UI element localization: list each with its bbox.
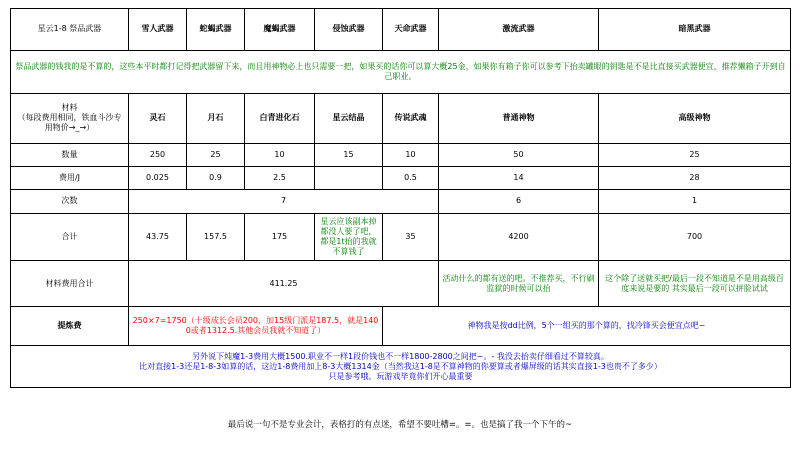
quantity-cell: 10 — [383, 143, 439, 166]
cost-sum-label: 材料费用合计 — [11, 261, 129, 307]
quantity-cell: 10 — [245, 143, 315, 166]
total-row — [11, 213, 791, 261]
quantity-cell: 50 — [439, 143, 599, 166]
weapon-header: 天命武器 — [383, 9, 439, 51]
material-name: 白青进化石 — [245, 94, 315, 144]
footnote-line: 只是参考哦。玩游戏毕竟你们开心最重要 — [328, 371, 473, 381]
materials-row — [11, 94, 791, 144]
quantity-cell: 15 — [315, 143, 383, 166]
weapon-header: 侵蚀武器 — [315, 9, 383, 51]
weapon-header: 雪人武器 — [129, 9, 187, 51]
material-name: 月石 — [187, 94, 245, 144]
material-name: 高级神物 — [599, 94, 791, 144]
total-advanced-cell: 700 — [599, 213, 791, 261]
total-cell: 157.5 — [187, 213, 245, 261]
quantity-label: 数量 — [11, 143, 129, 166]
header-row — [11, 9, 791, 51]
unit-cost-cell: 2.5 — [245, 167, 315, 190]
material-name: 普通神物 — [439, 94, 599, 144]
advanced-artifact-note: 这个除了送就买把/最后一段不知道是不是用高级百度来说是要的 其实最后一段可以拼脸试试 — [599, 261, 791, 307]
unit-cost-cell: 0.5 — [383, 167, 439, 190]
material-name: 传说武魂 — [383, 94, 439, 144]
footnote-line: 另外说下炖魔1-3费用大概1500.职业不一样1段价钱也不一样1800-2800之间把~。- 我没去抬卖仔细看过不算较真。 — [192, 351, 609, 361]
quantity-cell: 250 — [129, 143, 187, 166]
weapon-header: 暗黑武器 — [599, 9, 791, 51]
refine-row — [11, 306, 791, 346]
total-cell: 175 — [245, 213, 315, 261]
times-merged-cell: 7 — [129, 190, 439, 213]
material-name: 星云结晶 — [315, 94, 383, 144]
unit-cost-cell: 14 — [439, 167, 599, 190]
total-cell: 35 — [383, 213, 439, 261]
refine-label: 提炼费 — [11, 306, 129, 346]
table-title: 星云1-8 祭品武器 — [11, 9, 129, 51]
times-row — [11, 190, 791, 213]
footnote-row — [11, 346, 791, 388]
note-row — [11, 50, 791, 94]
cost-sum-value: 411.25 — [129, 261, 439, 307]
total-cell: 43.75 — [129, 213, 187, 261]
total-normal-cell: 4200 — [439, 213, 599, 261]
weapon-header: 魔蝎武器 — [245, 9, 315, 51]
quantity-cell: 25 — [187, 143, 245, 166]
total-label: 合计 — [11, 213, 129, 261]
unit-cost-cell: 0.025 — [129, 167, 187, 190]
main-table — [10, 8, 791, 388]
cost-sum-row — [11, 261, 791, 307]
quantity-row — [11, 143, 791, 166]
unit-cost-cell — [315, 167, 383, 190]
normal-artifact-note: 活动什么的都有送的吧。不推荐买，不行刷监狱的时候可以抬 — [439, 261, 599, 307]
materials-label: 材料 （每段费用相同，铁血斗沙专用物价→_→） — [11, 94, 129, 144]
nebula-note: 星云应该副本掉都没人要了吧，都是1t抬的我就不算钱了 — [315, 213, 383, 261]
weapon-note: 祭品武器的钱我的是不算的，这些本平时都打记得把武器留下来，而且用神物必上也只需要一把，如果买的话你可以算大概25金，如果你有箱子你可以参考下抬卖罐眼的钥匙是不是比直接买武器便宜，推荐懒箱子开到自己职业。 — [11, 50, 791, 94]
times-label: 次数 — [11, 190, 129, 213]
weapon-header: 蛇蝎武器 — [187, 9, 245, 51]
refine-note: 250×7=1750（十级成长会员200，加15级门派是187.5，就是1400或者1312.5.其他会员我就不知道了） — [129, 306, 383, 346]
footer-note: 最后说一句不是专业会计，表格打的有点迷，希望不要吐槽=。=。也是搞了我一个下午的~ — [227, 420, 573, 430]
footnote-line: 比对直接1-3还是1-8-3如算的话，这边1-8费用加上8-3大概1314金（当然我这1-8是不算神物的你要算或者爆屏级的话其实直接1-3也贵不了多少） — [139, 361, 662, 371]
artifact-price-note: 神物我是按dd比例，5个一组买的那个算的，找冷锋买会便宜点吧~ — [383, 306, 791, 346]
times-normal-cell: 6 — [439, 190, 599, 213]
unit-cost-label: 费用/J — [11, 167, 129, 190]
unit-cost-row — [11, 167, 791, 190]
times-advanced-cell: 1 — [599, 190, 791, 213]
quantity-cell: 25 — [599, 143, 791, 166]
material-name: 灵石 — [129, 94, 187, 144]
unit-cost-cell: 0.9 — [187, 167, 245, 190]
weapon-header: 激流武器 — [439, 9, 599, 51]
footnotes — [11, 346, 791, 388]
unit-cost-cell: 28 — [599, 167, 791, 190]
